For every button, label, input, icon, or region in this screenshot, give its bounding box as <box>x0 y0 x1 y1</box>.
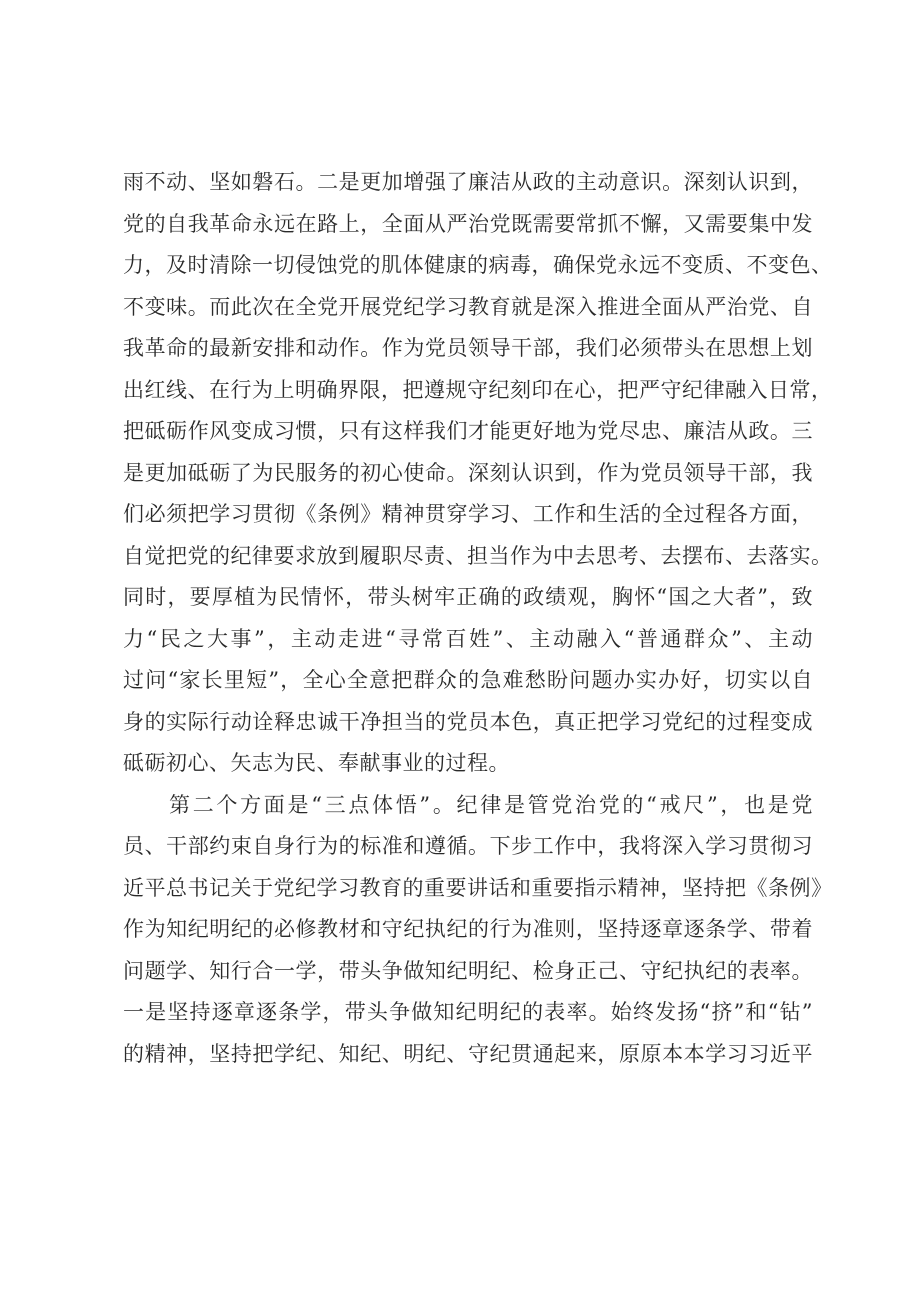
text-line: 雨不动、坚如磐石。二是更加增强了廉洁从政的主动意识。深刻认识到， <box>123 170 813 194</box>
text-line: 力“民之大事”，主动走进“寻常百姓”、主动融入“普通群众”、主动 <box>123 626 813 651</box>
text-line: 第二个方面是“三点体悟”。纪律是管党治党的“戒尺”，也是党 <box>169 792 813 817</box>
text-line: 同时，要厚植为民情怀，带头树牢正确的政绩观，胸怀“国之大者”，致 <box>123 585 813 609</box>
text-line: 自觉把党的纪律要求放到履职尽责、担当作为中去思考、去摆布、去落实。 <box>123 543 833 568</box>
text-line: 近平总书记关于党纪学习教育的重要讲话和重要指示精神，坚持把《条例》 <box>123 875 833 900</box>
text-line: 砥砺初心、矢志为民、奉献事业的过程。 <box>123 751 510 775</box>
text-line: 党的自我革命永远在路上，全面从严治党既需要常抓不懈，又需要集中发 <box>123 211 813 236</box>
text-line: 不变味。而此次在全党开展党纪学习教育就是深入推进全面从严治党、自 <box>123 294 813 319</box>
text-line: 的精神，坚持把学纪、知纪、明纪、守纪贯通起来，原原本本学习习近平 <box>123 1041 813 1066</box>
text-line: 我革命的最新安排和动作。作为党员领导干部，我们必须带头在思想上划 <box>123 336 813 360</box>
text-line: 过问“家长里短”，全心全意把群众的急难愁盼问题办实办好，切实以自 <box>123 668 813 692</box>
document-body <box>123 162 833 1075</box>
text-line: 员、干部约束自身行为的标准和遵循。下步工作中，我将深入学习贯彻习 <box>123 834 813 858</box>
text-line: 一是坚持逐章逐条学，带头争做知纪明纪的表率。始终发扬“挤”和“钻” <box>123 1000 813 1024</box>
text-line: 力，及时清除一切侵蚀党的肌体健康的病毒，确保党永远不变质、不变色、 <box>123 253 833 277</box>
text-line: 把砥砺作风变成习惯，只有这样我们才能更好地为党尽忠、廉洁从政。三 <box>123 419 813 443</box>
text-line: 身的实际行动诠释忠诚干净担当的党员本色，真正把学习党纪的过程变成 <box>123 709 813 734</box>
text-line: 作为知纪明纪的必修教材和守纪执纪的行为准则，坚持逐章逐条学、带着 <box>123 917 813 941</box>
text-line: 是更加砥砺了为民服务的初心使命。深刻认识到，作为党员领导干部，我 <box>123 460 813 485</box>
text-line: 问题学、知行合一学，带头争做知纪明纪、检身正己、守纪执纪的表率。 <box>123 958 813 983</box>
text-line: 出红线、在行为上明确界限，把遵规守纪刻印在心，把严守纪律融入日常， <box>123 377 833 402</box>
text-line: 们必须把学习贯彻《条例》精神贯穿学习、工作和生活的全过程各方面， <box>123 502 813 526</box>
